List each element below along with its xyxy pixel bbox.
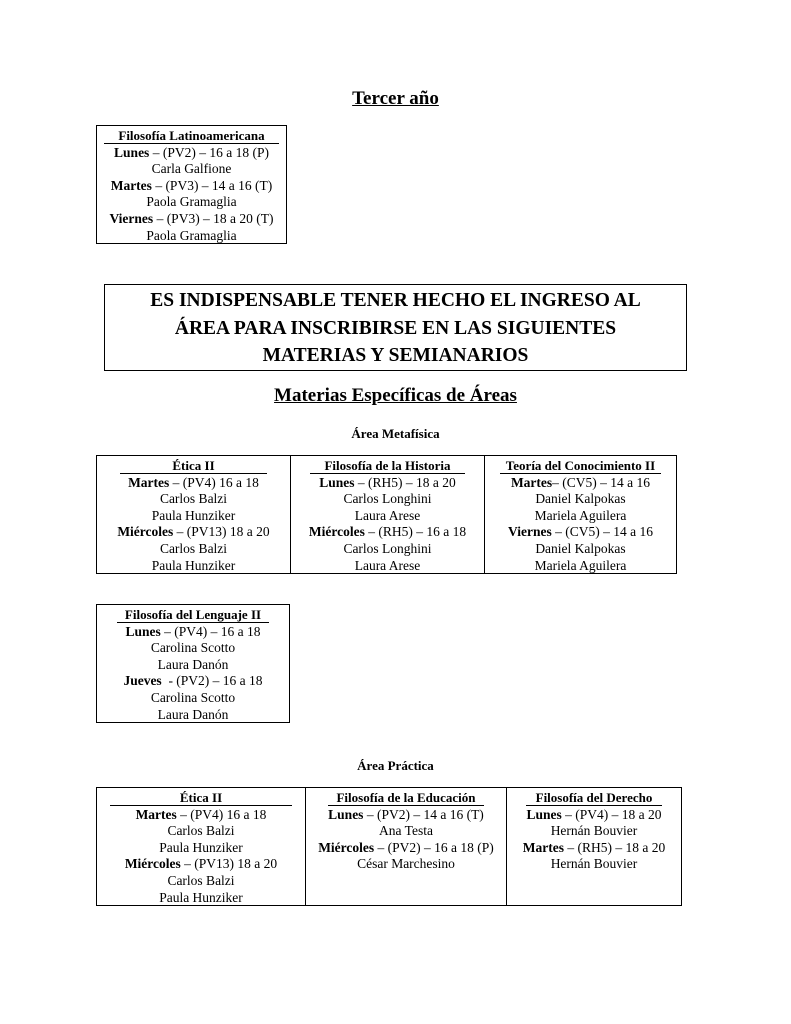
- teacher-name: Carlos Longhini: [343, 491, 432, 507]
- course-title: Filosofía de la Educación: [328, 790, 483, 806]
- enrollment-notice: [104, 284, 687, 371]
- section-heading-specific-subjects: Materias Específicas de Áreas: [274, 385, 517, 406]
- teacher-name: Laura Arese: [354, 507, 421, 523]
- schedule-line: [291, 524, 484, 541]
- course-title: Filosofía del Lenguaje II: [117, 607, 269, 623]
- day-label: Martes: [522, 839, 564, 855]
- schedule-detail: – (PV2) – 16 a 18 (P): [374, 839, 494, 855]
- teacher-name: Paola Gramaglia: [146, 194, 237, 210]
- schedule-line: [507, 840, 681, 857]
- day-label: Miércoles: [318, 839, 375, 855]
- teacher-name: Mariela Aguilera: [534, 557, 627, 573]
- schedule-detail: – (PV13) 18 a 20: [180, 856, 278, 872]
- teacher-name: Carlos Balzi: [167, 872, 235, 888]
- teacher-name: Carla Galfione: [151, 161, 232, 177]
- schedule-line: [97, 178, 286, 195]
- day-label: Martes: [510, 474, 553, 490]
- course-title: Filosofía del Derecho: [526, 790, 663, 806]
- teacher-name: Laura Danón: [157, 656, 229, 672]
- course-schedule: [97, 145, 286, 245]
- practical-courses-table: [96, 787, 682, 906]
- teacher-name: Carolina Scotto: [150, 640, 236, 656]
- area-label-metaphysics: Área Metafísica: [351, 426, 440, 441]
- schedule-detail: – (PV2) – 14 a 16 (T): [363, 806, 484, 822]
- day-label: Jueves: [123, 673, 162, 689]
- teacher-name: Ana Testa: [379, 823, 433, 839]
- day-label: Martes: [110, 177, 152, 193]
- course-box-latin-american-philosophy: [96, 125, 287, 244]
- teacher-name: Paula Hunziker: [151, 557, 236, 573]
- schedule-line: [306, 807, 506, 824]
- schedule-line: [507, 807, 681, 824]
- schedule-detail: – (CV5) – 14 a 16: [551, 524, 653, 540]
- notice-line: ES INDISPENSABLE TENER HECHO EL INGRESO AL: [150, 290, 641, 311]
- teacher-name: Paola Gramaglia: [146, 227, 237, 243]
- course-cell: [97, 126, 286, 243]
- schedule-line: [97, 624, 289, 641]
- course-title: Teoría del Conocimiento II: [500, 458, 661, 474]
- day-label: Viernes: [508, 524, 552, 540]
- schedule-detail: – (PV4) – 16 a 18: [160, 623, 261, 639]
- teacher-name: Carlos Longhini: [343, 540, 432, 556]
- day-label: Martes: [135, 806, 177, 822]
- teacher-name: Laura Arese: [354, 557, 421, 573]
- course-cell-philosophy-of-education: [305, 788, 506, 905]
- day-label: Miércoles: [308, 524, 365, 540]
- day-label: Martes: [128, 474, 170, 490]
- teacher-name: Carlos Balzi: [167, 823, 235, 839]
- course-cell-theory-of-knowledge-ii: [484, 456, 676, 573]
- metaphysics-courses-table: [96, 455, 677, 574]
- area-label-practical: Área Práctica: [357, 758, 434, 773]
- teacher-name: Paula Hunziker: [159, 839, 243, 855]
- schedule-line: [485, 524, 676, 541]
- notice-line: ÁREA PARA INSCRIBIRSE EN LAS SIGUIENTES: [174, 317, 617, 339]
- schedule-line: [97, 856, 305, 873]
- day-label: Lunes: [125, 623, 161, 639]
- day-label: Viernes: [109, 210, 154, 226]
- teacher-name: Paula Hunziker: [159, 889, 243, 905]
- notice-line: MATERIAS Y SEMIANARIOS: [262, 345, 529, 366]
- schedule-line: [97, 524, 290, 541]
- schedule-detail: - (PV2) – 16 a 18: [161, 673, 263, 689]
- schedule-line: [291, 475, 484, 492]
- schedule-detail: – (CV5) – 14 a 16: [552, 474, 651, 490]
- course-title: Filosofía Latinoamericana: [104, 128, 278, 144]
- course-title: Ética II: [120, 458, 266, 474]
- day-label: Lunes: [319, 474, 355, 490]
- course-cell-ethics-ii: [97, 788, 305, 905]
- teacher-name: Carolina Scotto: [150, 689, 236, 705]
- day-label: Miércoles: [117, 524, 174, 540]
- teacher-name: Laura Danón: [157, 706, 229, 722]
- schedule-line: [485, 475, 676, 492]
- schedule-line: [97, 145, 286, 162]
- course-cell: [97, 605, 289, 722]
- course-title: Ética II: [110, 790, 292, 806]
- schedule-line: [97, 475, 290, 492]
- teacher-name: Daniel Kalpokas: [535, 540, 626, 556]
- course-box-philosophy-of-language-ii: [96, 604, 290, 723]
- day-label: Lunes: [328, 806, 364, 822]
- schedule-detail: – (PV3) – 14 a 16 (T): [151, 177, 273, 193]
- schedule-detail: – (PV13) 18 a 20: [173, 524, 270, 540]
- schedule-detail: – (PV2) – 16 a 18 (P): [149, 144, 269, 160]
- schedule-detail: – (RH5) – 18 a 20: [563, 839, 666, 855]
- teacher-name: Carlos Balzi: [159, 491, 228, 507]
- schedule-detail: – (PV4) 16 a 18: [176, 806, 267, 822]
- course-title: Filosofía de la Historia: [310, 458, 464, 474]
- course-cell-ethics-ii: [97, 456, 290, 573]
- day-label: Lunes: [114, 144, 150, 160]
- day-label: Miércoles: [124, 856, 181, 872]
- schedule-detail: – (RH5) – 16 a 18: [364, 524, 467, 540]
- teacher-name: César Marchesino: [357, 856, 455, 872]
- schedule-line: [97, 807, 305, 824]
- teacher-name: Hernán Bouvier: [550, 856, 638, 872]
- schedule-line: [97, 673, 289, 690]
- schedule-detail: – (PV3) – 18 a 20 (T): [153, 210, 274, 226]
- course-cell-philosophy-of-law: [506, 788, 681, 905]
- schedule-line: [97, 211, 286, 228]
- teacher-name: Paula Hunziker: [151, 507, 236, 523]
- teacher-name: Carlos Balzi: [159, 540, 228, 556]
- day-label: Lunes: [526, 806, 562, 822]
- teacher-name: Hernán Bouvier: [550, 823, 638, 839]
- schedule-detail: – (PV4) 16 a 18: [169, 474, 259, 490]
- schedule-line: [306, 840, 506, 857]
- course-cell-philosophy-of-history: [290, 456, 484, 573]
- teacher-name: Daniel Kalpokas: [535, 491, 626, 507]
- schedule-detail: – (RH5) – 18 a 20: [354, 474, 456, 490]
- schedule-detail: – (PV4) – 18 a 20: [561, 806, 662, 822]
- teacher-name: Mariela Aguilera: [534, 507, 627, 523]
- page-heading-third-year: Tercer año: [352, 88, 439, 109]
